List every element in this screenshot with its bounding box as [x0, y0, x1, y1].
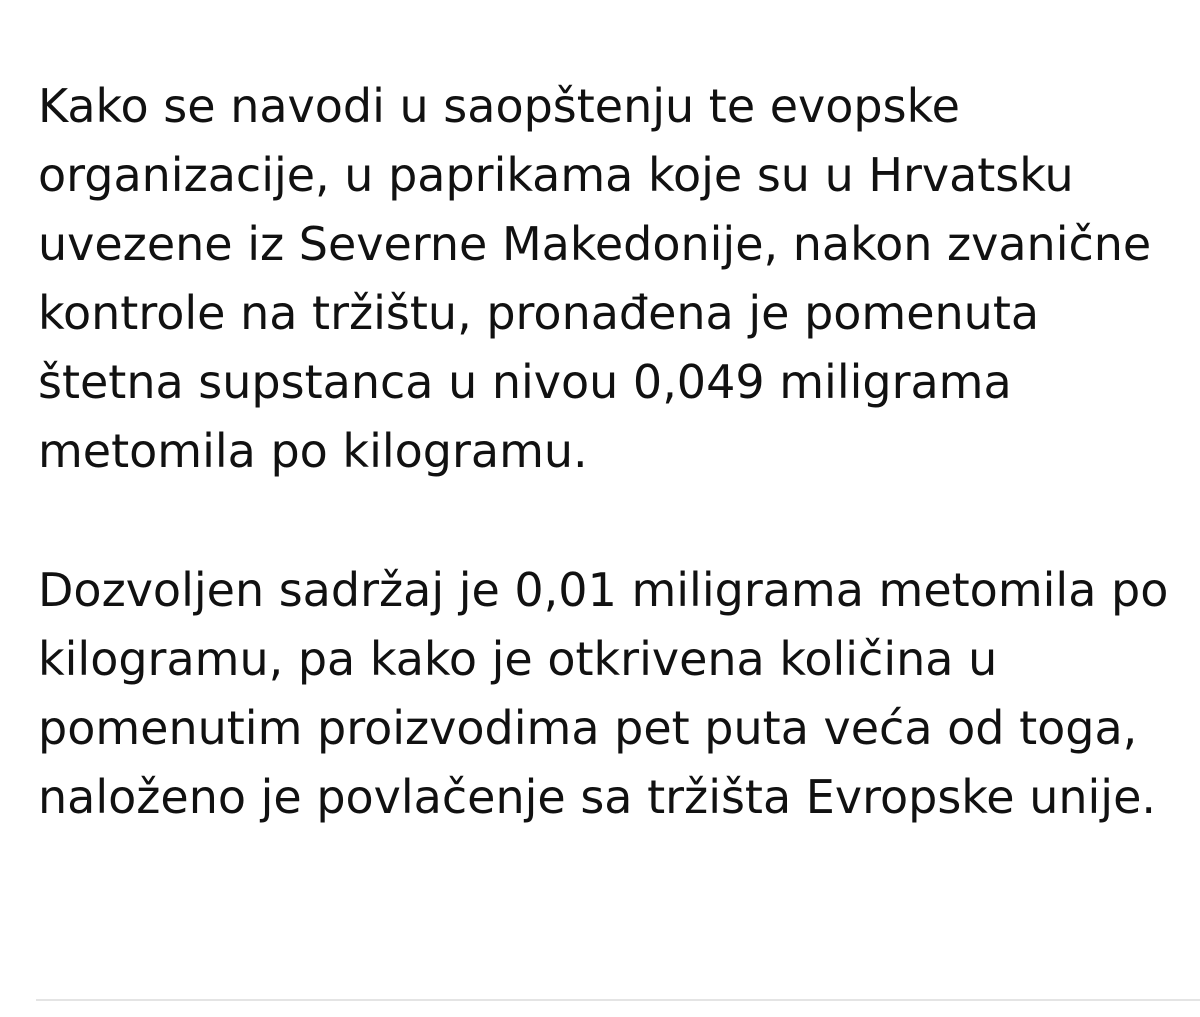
article-paragraph [38, 72, 1200, 486]
paragraph-line: organizacije, u paprikama koje su u Hrvatsku [38, 148, 1074, 202]
article-body [38, 72, 1200, 832]
paragraph-line: uvezene iz Severne Makedonije, nakon zvanične [38, 217, 1152, 271]
paragraph-line: pomenutim proizvodima pet puta veća od toga, [38, 701, 1138, 755]
paragraph-line: Kako se navodi u saopštenju te evopske [38, 79, 960, 133]
paragraph-line: kontrole na tržištu, pronađena je pomenuta [38, 286, 1040, 340]
paragraph-line: metomila po kilogramu. [38, 424, 588, 478]
paragraph-line: naloženo je povlačenje sa tržišta Evropske unije. [38, 770, 1156, 824]
paragraph-line: štetna supstanca u nivou 0,049 miligrama [38, 355, 1012, 409]
paragraph-spacer [38, 486, 1200, 556]
paragraph-line: Dozvoljen sadržaj je 0,01 miligrama metomila po [38, 563, 1169, 617]
paragraph-line: kilogramu, pa kako je otkrivena količina u [38, 632, 998, 686]
section-divider [36, 999, 1200, 1001]
article-paragraph [38, 556, 1200, 832]
